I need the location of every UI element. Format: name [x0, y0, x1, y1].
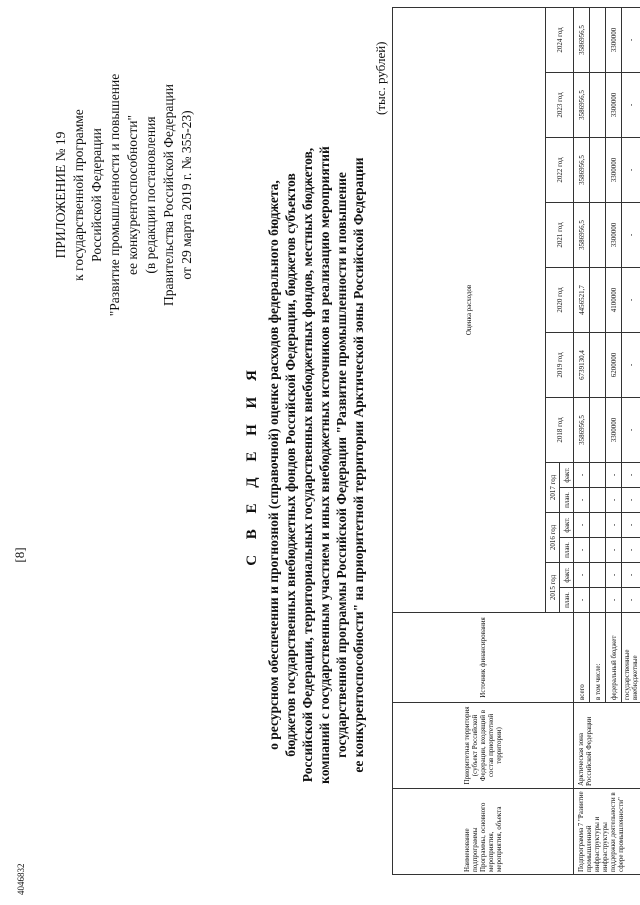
table-row	[574, 7, 590, 874]
header-name: Наименование подпрограммы Программы, основного мероприятия, мероприятия, объекта	[393, 789, 574, 875]
value-cell: -	[606, 538, 622, 563]
source-cell: в том числе:	[590, 613, 606, 703]
value-cell: -	[622, 513, 640, 538]
value-cell: 3300000	[606, 203, 622, 268]
value-cell: 3586956,5	[574, 138, 590, 203]
value-cell: 4100000	[606, 268, 622, 333]
title-line: Российской Федерации, территориальных государственных внебюджетных фондов, местных бюджетов,	[300, 147, 315, 783]
header-plan: план.	[560, 538, 574, 563]
value-cell: -	[606, 588, 622, 613]
header-year: 2023 год	[546, 73, 574, 138]
unit-label: (тыс. рублей)	[373, 41, 388, 115]
value-cell: -	[622, 463, 640, 488]
value-cell: 3586956,5	[574, 7, 590, 72]
appendix-block	[52, 15, 196, 375]
value-cell: -	[622, 588, 640, 613]
source-cell: государственные внебюджетные	[622, 613, 640, 703]
value-cell: -	[574, 588, 590, 613]
value-cell	[590, 398, 606, 463]
value-cell: -	[606, 463, 622, 488]
territory-cell: Арктическая зона Российской Федерации	[574, 703, 640, 789]
document-number: 4046832	[16, 863, 26, 895]
header-year: 2024 год	[546, 7, 574, 72]
value-cell: 3300000	[606, 7, 622, 72]
value-cell: 3586956,5	[574, 398, 590, 463]
source-cell: всего	[574, 613, 590, 703]
header-year: 2019 год	[546, 333, 574, 398]
header-territory: Приоритетная территория (субъект Российской Федерации, входящий в состав приоритетной территории)	[393, 703, 574, 789]
value-cell: -	[574, 488, 590, 513]
value-cell: -	[574, 563, 590, 588]
value-cell	[590, 7, 606, 72]
value-cell: -	[606, 563, 622, 588]
header-year: 2022 год	[546, 138, 574, 203]
header-year: 2018 год	[546, 398, 574, 463]
appendix-line: ПРИЛОЖЕНИЕ № 19	[53, 131, 68, 259]
header-source: Источник финансирования	[393, 613, 574, 703]
table-body	[574, 7, 640, 874]
value-cell: -	[622, 203, 640, 268]
source-cell: федеральный бюджет	[606, 613, 622, 703]
value-cell	[590, 138, 606, 203]
program-name-cell: Подпрограмма 7 "Развитие промышленной инфраструктуры и инфраструктуры поддержки деятельности в сфере промышленности"	[574, 789, 640, 875]
document-title	[244, 35, 367, 895]
title-heading: С В Е Д Е Н И Я	[244, 364, 260, 566]
value-cell: -	[622, 138, 640, 203]
header-estimate: Оценка расходов	[393, 7, 546, 612]
header-year: 2016 год	[546, 513, 560, 563]
value-cell: -	[622, 538, 640, 563]
value-cell	[590, 538, 606, 563]
value-cell	[590, 588, 606, 613]
header-year: 2015 год	[546, 563, 560, 613]
header-plan: план.	[560, 488, 574, 513]
header-year: 2021 год	[546, 203, 574, 268]
appendix-line: ее конкурентоспособности"	[125, 115, 140, 275]
header-plan: план.	[560, 588, 574, 613]
appendix-line: (в редакции постановления	[143, 116, 158, 274]
title-line: государственной программы Российской Федерации "Развитие промышленности и повышение	[334, 172, 349, 758]
value-cell: 3300000	[606, 138, 622, 203]
value-cell	[590, 513, 606, 538]
value-cell: -	[622, 563, 640, 588]
title-line: бюджетов государственных внебюджетных фондов Российской Федерации, бюджетов субъектов	[283, 173, 298, 757]
value-cell: -	[622, 333, 640, 398]
value-cell	[590, 268, 606, 333]
value-cell: 3300000	[606, 73, 622, 138]
value-cell: -	[606, 488, 622, 513]
value-cell: -	[622, 7, 640, 72]
appendix-line: Правительства Российской Федерации	[161, 84, 176, 306]
page-number: [8]	[12, 547, 27, 563]
value-cell: -	[622, 268, 640, 333]
value-cell	[590, 203, 606, 268]
value-cell	[590, 488, 606, 513]
title-line: о ресурсном обеспечении и прогнозной (справочной) оценке расходов федерального бюджета,	[266, 180, 281, 750]
value-cell	[590, 73, 606, 138]
appendix-line: от 29 марта 2019 г. № 355-23)	[179, 110, 194, 280]
value-cell: -	[574, 463, 590, 488]
value-cell: 6200000	[606, 333, 622, 398]
appendix-line: Российской Федерации	[89, 128, 104, 262]
appendix-line: к государственной программе	[71, 109, 86, 281]
header-fact: факт.	[560, 513, 574, 538]
appendix-line: "Развитие промышленности и повышение	[107, 73, 122, 317]
title-line: компаний с государственным участием и иных внебюджетных источников на реализацию мероприятий	[317, 146, 332, 784]
header-year: 2017 год	[546, 463, 560, 513]
value-cell: -	[574, 513, 590, 538]
title-line: ее конкурентоспособности" на приоритетной территории Арктической зоны Российской Федерации	[351, 157, 366, 773]
header-fact: факт.	[560, 563, 574, 588]
value-cell: -	[574, 538, 590, 563]
value-cell: -	[606, 513, 622, 538]
value-cell: -	[622, 488, 640, 513]
value-cell: -	[622, 73, 640, 138]
value-cell: 3586956,5	[574, 203, 590, 268]
value-cell: 3300000	[606, 398, 622, 463]
header-fact: факт.	[560, 463, 574, 488]
value-cell	[590, 333, 606, 398]
value-cell	[590, 563, 606, 588]
value-cell: -	[622, 398, 640, 463]
value-cell: 4456521,7	[574, 268, 590, 333]
expense-table	[392, 7, 640, 875]
value-cell: 6739130,4	[574, 333, 590, 398]
value-cell	[590, 463, 606, 488]
value-cell: 3586956,5	[574, 73, 590, 138]
header-year: 2020 год	[546, 268, 574, 333]
